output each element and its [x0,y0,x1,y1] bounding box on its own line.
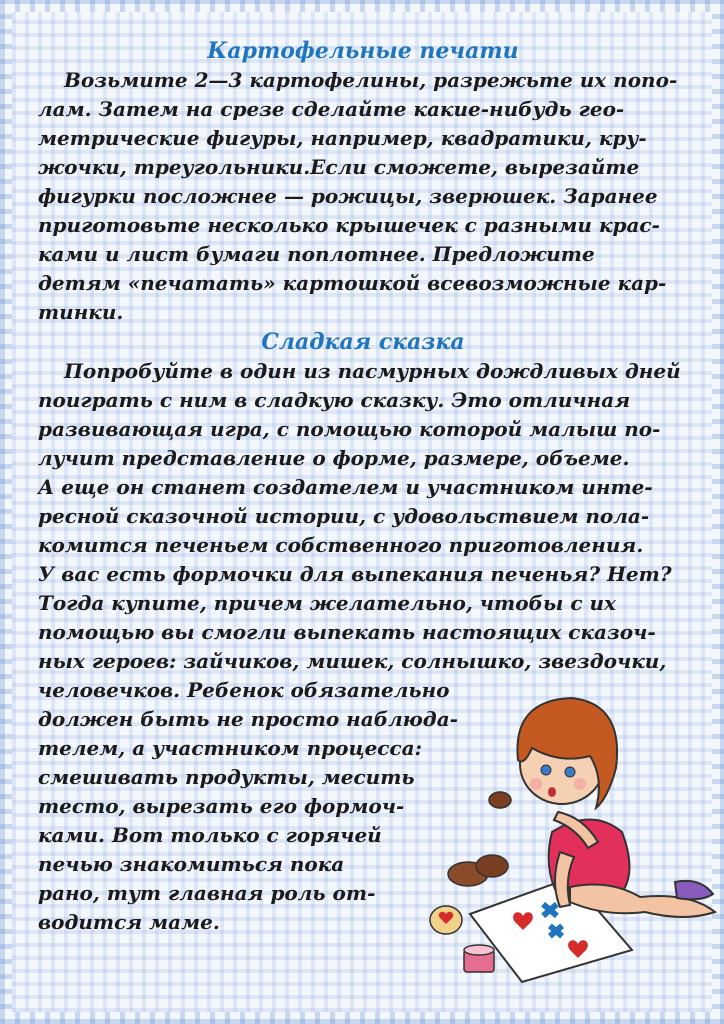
text-line: Попробуйте в один из пасмурных дождливых дней [64,359,681,383]
text-line: ных героев: зайчиков, мишек, солнышко, звездочки, [38,649,667,673]
potato [476,855,508,877]
text-line: ресной сказочной истории, с удовольствием пола- [38,504,650,528]
text-line: У вас есть формочки для выпекания печенья? Нет? [38,562,672,586]
section-title-potato-stamps: Картофельные печати [207,38,519,64]
text-line: телем, а участником процесса: [38,736,422,760]
text-line: приготовьте несколько крышечек с разными крас- [38,213,660,237]
text-line: жочки, треугольники.Если сможете, вырезайте [38,155,640,179]
text-line: фигурки посложнее — рожицы, зверюшек. Заранее [38,184,658,208]
shoe [675,881,713,899]
section-title-sweet-fairy-tale: Сладкая сказка [261,329,465,355]
text-line: водится маме. [38,910,220,934]
text-line: метрические фигуры, например, квадратики, кру- [38,126,647,150]
potato-in-hand [489,792,511,808]
text-line: рано, тут главная роль от- [38,881,376,905]
text-line: Тогда купите, причем желательно, чтобы с их [38,591,616,615]
text-line: лучит представление о форме, размере, объеме. [38,446,630,470]
text-line: помощью вы смогли выпекать настоящих сказоч- [38,620,656,644]
section-body-potato-stamps [38,66,688,327]
text-line: ками. Вот только с горячей [38,823,382,847]
eye [541,765,551,775]
text-line: тесто, вырезать его формоч- [38,794,405,818]
text-line: развивающая игра, с помощью которой малыш по- [38,417,661,441]
text-line: ками и лист бумаги поплотнее. Предложите [38,242,595,266]
page [12,12,712,1012]
text-line: смешивать продукты, месить [38,765,415,789]
mouth [548,787,556,797]
text-line: человечков. Ребенок обязательно [38,678,450,702]
text-line: лам. Затем на срезе сделайте какие-нибудь гео- [38,97,625,121]
eye [565,767,575,777]
text-line: должен быть не просто наблюда- [38,707,458,731]
text-line: комится печеньем собственного приготовления. [38,533,644,557]
text-line: поиграть с ним в сладкую сказку. Это отличная [38,388,631,412]
girl-stamping-illustration [420,682,720,1002]
text-line: А еще он станет создателем и участником инте- [38,475,653,499]
text-line: печью знакомиться пока [38,852,345,876]
text-line: детям «печатать» картошкой всевозможные кар- [38,271,667,295]
text-line: Возьмите 2—3 картофелины, разрежьте их попо- [64,68,678,92]
text-line: тинки. [38,300,124,324]
